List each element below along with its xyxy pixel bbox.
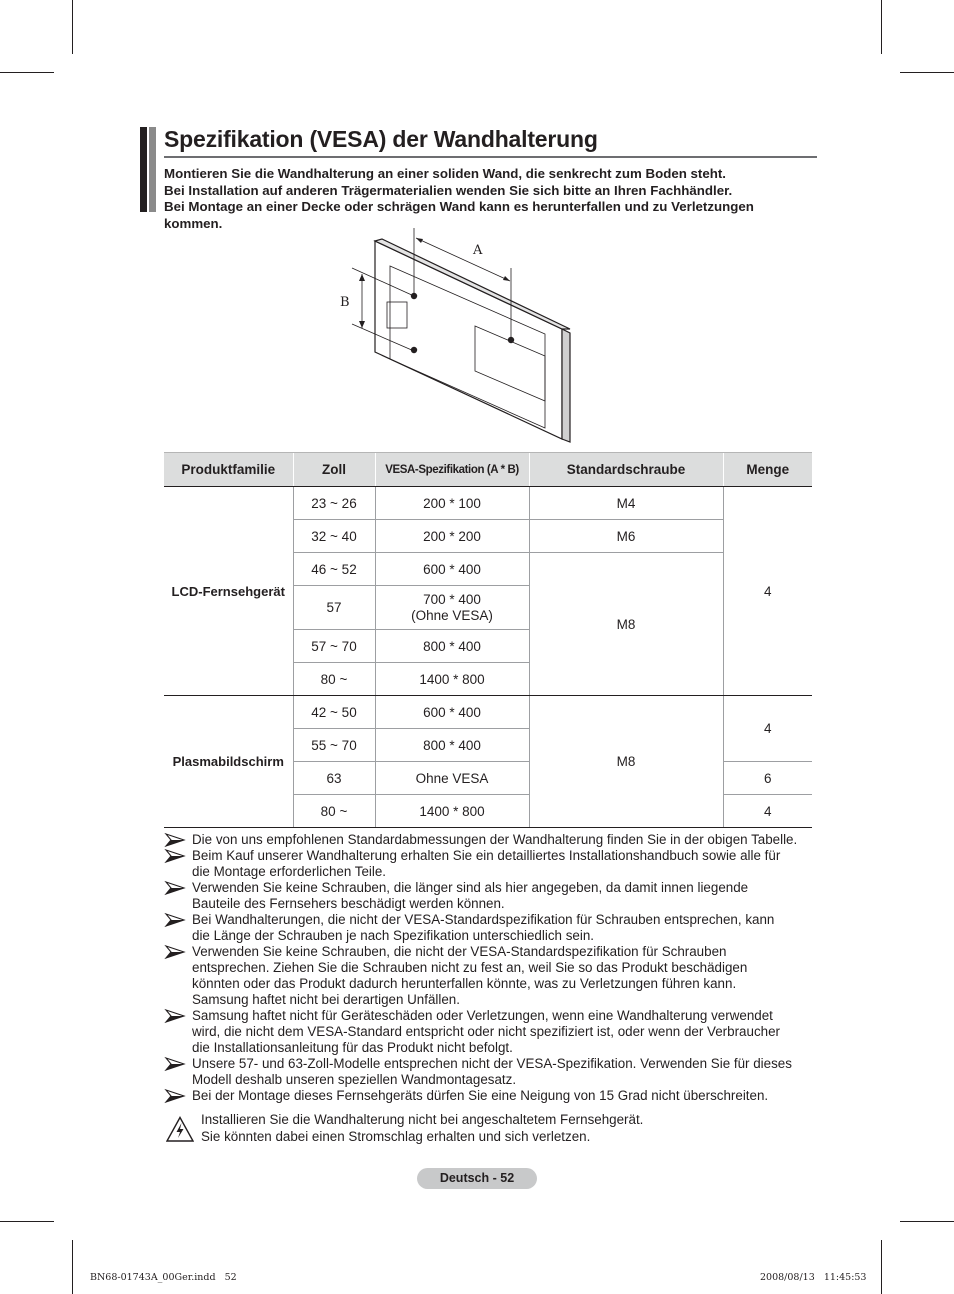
note-line: die Installationsanleitung für das Produkt nicht befolgt.: [192, 1040, 513, 1055]
arrow-bullet-icon: [164, 1056, 186, 1072]
mount-hole: [411, 347, 417, 353]
dimension-b-label: B: [340, 295, 350, 310]
screw-cell: M8: [529, 696, 723, 828]
note-line: Bei Wandhalterungen, die nicht der VESA-Standardspezifikation für Schrauben entsprechen, kann: [192, 912, 775, 927]
warning-line: Sie könnten dabei einen Stromschlag erhalten und sich verletzen.: [201, 1128, 591, 1144]
warning-line: Installieren Sie die Wandhalterung nicht bei angeschaltetem Fernsehgerät.: [201, 1112, 644, 1127]
arrow-bullet-icon: [164, 832, 186, 848]
page-title: Spezifikation (VESA) der Wandhalterung: [164, 126, 598, 152]
crop-mark: [0, 72, 54, 73]
intro-line: Bei Installation auf anderen Trägermaterialien wenden Sie sich bitte an Ihren Fachhändler.: [164, 182, 733, 198]
crop-mark: [881, 0, 882, 54]
vesa-cell: 200 * 100: [375, 487, 529, 520]
note-line: Verwenden Sie keine Schrauben, die länger sind als hier angegeben, da damit innen liegende: [192, 880, 749, 895]
vesa-cell: 800 * 400: [375, 630, 529, 663]
note-item: [164, 1088, 820, 1104]
vesa-cell: 1400 * 800: [375, 795, 529, 828]
screw-cell: M4: [529, 487, 723, 520]
col-header-screw: Standardschraube: [529, 453, 723, 487]
zoll-cell: 57: [293, 586, 375, 630]
note-line: Unsere 57- und 63-Zoll-Modelle entsprechen nicht der VESA-Spezifikation. Verwenden Sie für dieses: [192, 1056, 792, 1071]
crop-mark: [72, 0, 73, 54]
title-accent-bar: [140, 127, 147, 212]
zoll-cell: 23 ~ 26: [293, 487, 375, 520]
col-header-vesa: VESA-Spezifikation (A * B): [375, 453, 529, 487]
table-row: [164, 696, 812, 729]
vesa-cell: 800 * 400: [375, 729, 529, 762]
zoll-cell: 55 ~ 70: [293, 729, 375, 762]
zoll-cell: 46 ~ 52: [293, 553, 375, 586]
crop-mark: [900, 1221, 954, 1222]
intro-paragraph: [164, 166, 814, 232]
tv-back-diagram: [330, 226, 580, 446]
note-item: [164, 944, 820, 1008]
menge-cell: 4: [723, 487, 812, 696]
family-cell-lcd: LCD-Fernsehgerät: [164, 487, 293, 696]
warning-icon: [166, 1116, 194, 1142]
zoll-cell: 80 ~: [293, 795, 375, 828]
vesa-note: (Ohne VESA): [411, 607, 493, 623]
note-line: Samsung haftet nicht für Geräteschäden oder Verletzungen, wenn eine Wandhalterung verwendet: [192, 1008, 773, 1023]
tv-side-edge: [562, 329, 570, 442]
family-cell-plasma: Plasmabildschirm: [164, 696, 293, 828]
crop-mark: [0, 1221, 54, 1222]
col-header-family: Produktfamilie: [164, 453, 293, 487]
zoll-cell: 57 ~ 70: [293, 630, 375, 663]
footer-file: BN68-01743A_00Ger.indd 52: [90, 1272, 237, 1283]
note-line: könnten oder das Produkt dadurch herunterfallen könnte, was zu Verletzungen führen kann.: [192, 976, 737, 991]
screw-cell: M8: [529, 553, 723, 696]
zoll-cell: 42 ~ 50: [293, 696, 375, 729]
zoll-cell: 80 ~: [293, 663, 375, 696]
note-line: entsprechen. Ziehen Sie die Schrauben nicht zu fest an, weil Sie so das Produkt beschädigen: [192, 960, 748, 975]
crop-mark: [72, 1240, 73, 1294]
note-line: Modell deshalb unseren speziellen Wandmontagesatz.: [192, 1072, 517, 1087]
arrow-bullet-icon: [164, 944, 186, 960]
note-line: die Länge der Schrauben je nach Spezifikation unterschiedlich sein.: [192, 928, 594, 943]
note-line: die Montage erforderlichen Teile.: [192, 864, 387, 879]
menge-cell: 6: [723, 762, 812, 795]
arrow-bullet-icon: [164, 848, 186, 864]
title-underline: [164, 156, 817, 158]
page-number-badge: Deutsch - 52: [417, 1168, 537, 1189]
menge-cell: 4: [723, 696, 812, 762]
screw-cell: M6: [529, 520, 723, 553]
vesa-cell: 1400 * 800: [375, 663, 529, 696]
note-item: [164, 848, 820, 880]
note-line: Bei der Montage dieses Fernsehgeräts dürfen Sie eine Neigung von 15 Grad nicht überschreiten.: [192, 1088, 769, 1103]
note-line: Samsung haftet nicht bei derartigen Unfällen.: [192, 992, 460, 1007]
mount-hole: [508, 337, 514, 343]
mount-hole: [411, 293, 417, 299]
table-header-row: [164, 453, 812, 487]
vesa-cell: 200 * 200: [375, 520, 529, 553]
note-item: [164, 1056, 820, 1088]
warning-block: [164, 1112, 804, 1145]
menge-cell: 4: [723, 795, 812, 828]
col-header-menge: Menge: [723, 453, 812, 487]
zoll-cell: 63: [293, 762, 375, 795]
vesa-spec-table: [164, 452, 812, 828]
vesa-cell: Ohne VESA: [375, 762, 529, 795]
note-line: Bauteile des Fernsehers beschädigt werden können.: [192, 896, 505, 911]
table-row: [164, 487, 812, 520]
note-item: [164, 880, 820, 912]
arrow-bullet-icon: [164, 1008, 186, 1024]
zoll-cell: 32 ~ 40: [293, 520, 375, 553]
arrow-bullet-icon: [164, 880, 186, 896]
arrow-bullet-icon: [164, 912, 186, 928]
tv-back-panel: [375, 241, 562, 439]
note-line: Beim Kauf unserer Wandhalterung erhalten Sie ein detailliertes Installationshandbuch sowie alle für: [192, 848, 781, 863]
vesa-cell: 600 * 400: [375, 553, 529, 586]
vesa-cell: 600 * 400: [375, 696, 529, 729]
notes-list: [164, 832, 820, 1104]
note-line: wird, die nicht dem VESA-Standard entspricht oder nicht spezifiziert ist, oder wenn der Verbraucher: [192, 1024, 780, 1039]
col-header-zoll: Zoll: [293, 453, 375, 487]
arrow-bullet-icon: [164, 1088, 186, 1104]
note-item: [164, 1008, 820, 1056]
crop-mark: [881, 1240, 882, 1294]
footer-timestamp: 2008/08/13 11:45:53: [760, 1272, 867, 1283]
title-accent-bar-gray: [149, 127, 156, 212]
vesa-value: 700 * 400: [423, 591, 481, 607]
dimension-a-label: A: [473, 243, 483, 258]
note-item: [164, 912, 820, 944]
note-line: Verwenden Sie keine Schrauben, die nicht der VESA-Standardspezifikation für Schrauben: [192, 944, 727, 959]
note-line: Die von uns empfohlenen Standardabmessungen der Wandhalterung finden Sie in der obigen Tabelle.: [192, 832, 798, 847]
intro-line: Montieren Sie die Wandhalterung an einer soliden Wand, die senkrecht zum Boden steht.: [164, 166, 726, 181]
vesa-cell: [375, 586, 529, 630]
intro-line: kommen.: [164, 215, 223, 231]
note-item: [164, 832, 820, 848]
intro-line: Bei Montage an einer Decke oder schrägen Wand kann es herunterfallen und zu Verletzungen: [164, 199, 754, 214]
crop-mark: [900, 72, 954, 73]
